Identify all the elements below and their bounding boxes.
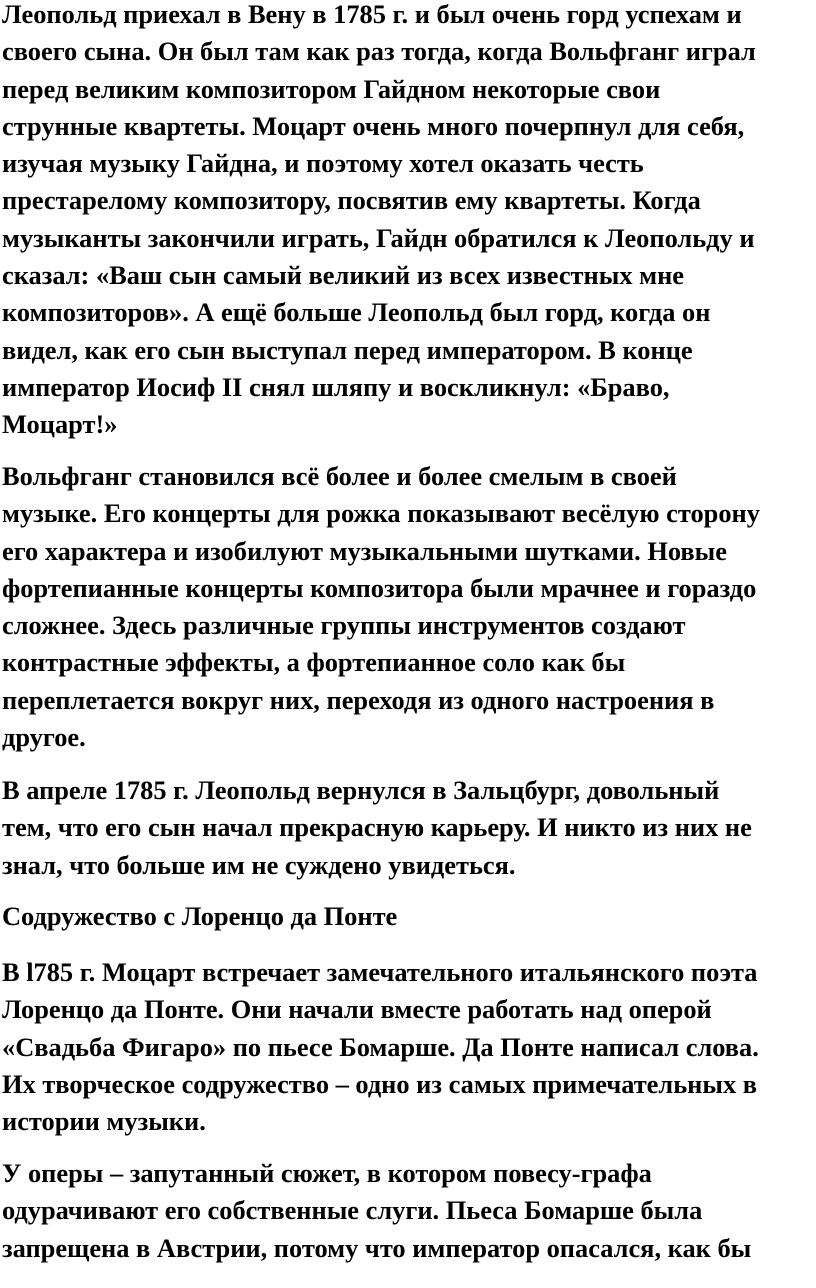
text-line: престарелому композитору, посвятив ему квартеты. Когда [2,185,701,216]
text-line: музыканты закончили играть, Гайдн обратился к Леопольду и [2,222,755,253]
text-line: фортепианные концерты композитора были мрачнее и гораздо [2,572,757,603]
text-line: струнные квартеты. Моцарт очень много почерпнул для себя, [2,110,745,141]
text-line: своего сына. Он был там как раз тогда, когда Вольфганг играл [2,36,756,67]
paragraph-bolder-music [2,458,812,756]
text-line: У оперы – запутанный сюжет, в котором повесу-графа [2,1158,652,1188]
text-line: истории музыки. [2,1106,206,1137]
text-line: Вольфганг становился всё более и более смелым в своей [2,461,677,491]
text-line: В l785 г. Моцарт встречает замечательного итальянского поэта [2,957,758,987]
text-line: Леопольд приехал в Вену в 1785 г. и был очень горд успехам и [2,0,742,29]
text-line: композиторов». А ещё больше Леопольд был горд, когда он [2,297,711,328]
text-line: одурачивают его собственные слуги. Пьеса Бомарше была [2,1195,703,1226]
text-line: переплетается вокруг них, переходя из одного настроения в [2,684,715,715]
text-line: тем, что его сын начал прекрасную карьеру. И никто из них не [2,812,752,843]
heading-line: Содружество с Лоренцо да Понте [2,901,398,931]
paragraph-opera-plot [2,1155,812,1267]
text-line: контрастные эффекты, а фортепианное соло как бы [2,647,626,678]
text-line: В апреле 1785 г. Леопольд вернулся в Зальцбург, довольный [2,775,720,805]
paragraph-leopold-returns [2,772,812,884]
paragraph-da-ponte [2,954,812,1140]
text-line: Их творческое содружество – одно из самых примечательных в [2,1068,758,1099]
text-line: император Иосиф II снял шляпу и воскликнул: «Браво, [2,371,670,402]
text-line: сложнее. Здесь различные группы инструментов создают [2,610,686,641]
text-line: Моцарт!» [2,409,118,440]
text-line: видел, как его сын выступал перед императором. В конце [2,334,693,365]
text-line: знал, что больше им не суждено увидеться. [2,849,516,880]
text-line: музыке. Его концерты для рожка показывают весёлую сторону [2,498,760,529]
text-line: другое. [2,722,86,753]
text-line: перед великим композитором Гайдном некоторые свои [2,73,661,104]
text-line: изучая музыку Гайдна, и поэтому хотел оказать честь [2,148,644,179]
text-line: «Свадьба Фигаро» по пьесе Бомарше. Да Понте написал слова. [2,1031,759,1062]
text-line: сказал: «Ваш сын самый великий из всех известных мне [2,260,685,291]
section-heading [2,898,812,935]
paragraph-leopold-in-vienna [2,0,812,444]
text-line: запрещена в Австрии, потому что император опасался, как бы [2,1232,752,1263]
text-line: Лоренцо да Понте. Они начали вместе работать над оперой [2,994,712,1025]
text-line: его характера и изобилуют музыкальными шутками. Новые [2,535,727,566]
